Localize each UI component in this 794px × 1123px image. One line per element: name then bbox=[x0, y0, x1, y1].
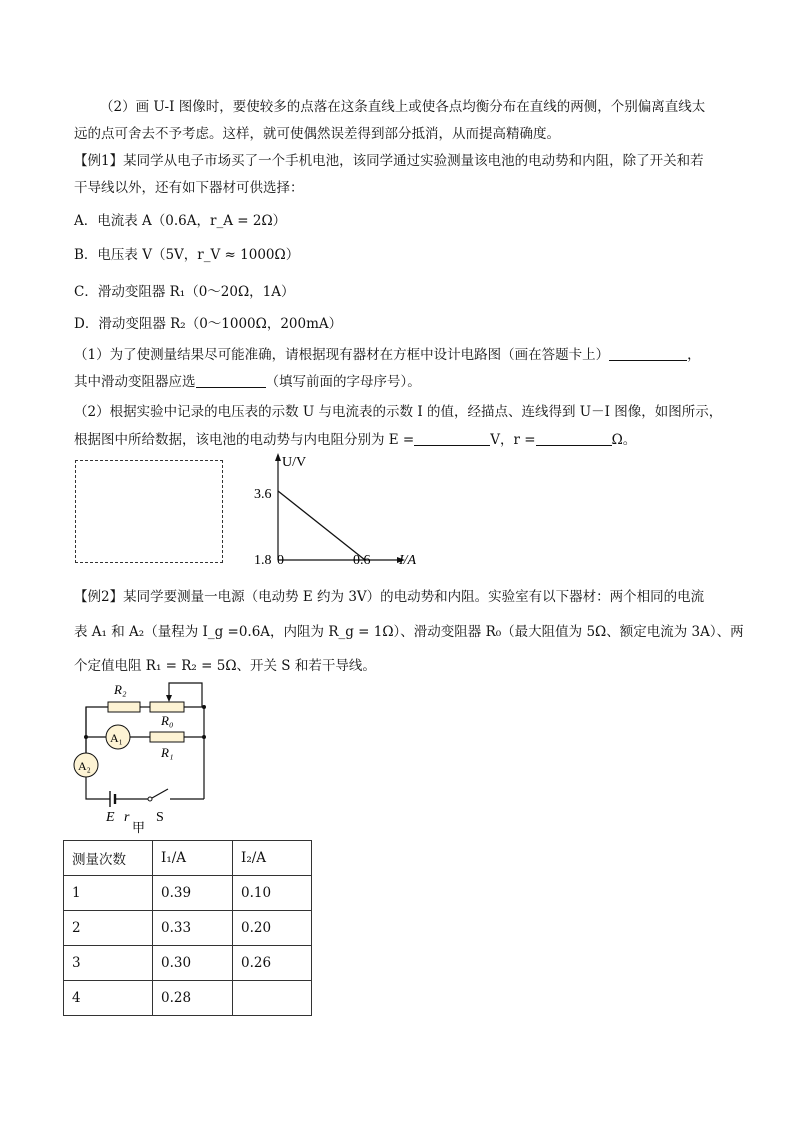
ex2-line3: 个定值电阻 R₁ = R₂ = 5Ω、开关 S 和若干导线。 bbox=[74, 658, 376, 674]
label-e: E bbox=[106, 810, 115, 825]
resistor-r2 bbox=[108, 702, 140, 712]
label-a2: A₂ bbox=[78, 759, 91, 773]
circuit-answer-box bbox=[75, 460, 223, 563]
para2-line1: （2）画 U-I 图像时，要使较多的点落在这条直线上或使各点均衡分布在直线的两侧，个别偏离直线太 bbox=[100, 99, 706, 115]
header-count: 测量次数 bbox=[64, 841, 153, 876]
ex2-line1: 【例2】某同学要测量一电源（电动势 E 约为 3V）的电动势和内阻。实验室有以下器材：两个相同的电流 bbox=[74, 589, 705, 605]
ex1-line2: 干导线以外，还有如下器材可供选择： bbox=[74, 180, 304, 196]
label-r: r bbox=[124, 810, 130, 825]
label-a1: A₁ bbox=[110, 731, 123, 745]
answer-blank-rheostat[interactable] bbox=[196, 373, 266, 388]
table-row bbox=[64, 981, 312, 1016]
x-axis-label: I/A bbox=[399, 553, 417, 568]
option-a: A．电流表 A（0.6A，r_A = 2Ω） bbox=[74, 213, 287, 229]
q1-text-b: ， bbox=[687, 347, 701, 363]
table-cell: 0.10 bbox=[233, 876, 312, 911]
x-origin-tick: 0 bbox=[277, 553, 284, 568]
table-cell: 3 bbox=[64, 946, 153, 981]
ex1-line1: 【例1】某同学从电子市场买了一个手机电池，该同学通过实验测量该电池的电动势和内阻，除了开关和若 bbox=[74, 153, 704, 169]
answer-blank-resistance[interactable] bbox=[536, 431, 612, 446]
switch bbox=[148, 797, 152, 801]
table-cell: 0.28 bbox=[153, 981, 233, 1016]
q1-text-a: （1）为了使测量结果尽可能准确，请根据现有器材在方框中设计电路图（画在答题卡上） bbox=[74, 347, 610, 363]
ui-line bbox=[278, 491, 365, 560]
y-axis-arrow-icon bbox=[275, 453, 281, 461]
table-cell: 4 bbox=[64, 981, 153, 1016]
header-i2: I₂/A bbox=[233, 841, 312, 876]
answer-blank-circuit[interactable] bbox=[609, 346, 687, 361]
answer-blank-emf[interactable] bbox=[414, 431, 490, 446]
slider-arrow-icon bbox=[166, 695, 172, 702]
y-axis-label: U/V bbox=[282, 455, 307, 470]
para2-line2: 远的点可舍去不予考虑。这样，就可使偶然误差得到部分抵消，从而提高精确度。 bbox=[74, 126, 560, 142]
ex2-line2: 表 A₁ 和 A₂（量程为 I_g =0.6A，内阻为 R_g = 1Ω）、滑动变阻器 R₀（最大阻值为 5Ω、额定电流为 3A）、两 bbox=[74, 624, 744, 640]
y-top-tick: 3.6 bbox=[254, 487, 272, 502]
table-cell: 0.26 bbox=[233, 946, 312, 981]
rheostat-r0 bbox=[150, 702, 184, 712]
question-2-line2 bbox=[74, 428, 636, 448]
header-i1: I₁/A bbox=[153, 841, 233, 876]
table-cell: 1 bbox=[64, 876, 153, 911]
table-row bbox=[64, 911, 312, 946]
question-1-line2 bbox=[74, 370, 421, 390]
q2-text-d: Ω。 bbox=[611, 432, 637, 448]
q1-text-d: （填写前面的字母序号）。 bbox=[265, 374, 421, 390]
label-r2: R₂ bbox=[114, 682, 127, 697]
option-d: D．滑动变阻器 R₂（0～1000Ω，200mA） bbox=[74, 316, 343, 332]
question-2-line1: （2）根据实验中记录的电压表的示数 U 与电流表的示数 I 的值，经描点、连线得到 U－I 图像，如图所示， bbox=[74, 404, 723, 420]
label-r1: R₁ bbox=[161, 745, 174, 760]
q2-text-c: V，r = bbox=[490, 432, 536, 448]
measurement-table bbox=[63, 840, 312, 1016]
table-row bbox=[64, 876, 312, 911]
q1-text-c: 其中滑动变阻器应选 bbox=[74, 374, 196, 390]
circuit-diagram bbox=[70, 675, 230, 835]
label-r0: R₀ bbox=[161, 713, 174, 728]
table-cell: 0.33 bbox=[153, 911, 233, 946]
y-bottom-tick: 1.8 bbox=[254, 553, 272, 568]
option-c: C．滑动变阻器 R₁（0～20Ω，1A） bbox=[74, 284, 295, 300]
label-s: S bbox=[156, 810, 164, 825]
question-1-line1 bbox=[74, 343, 701, 363]
table-cell bbox=[233, 981, 312, 1016]
table-header-row bbox=[64, 841, 312, 876]
table-cell: 0.30 bbox=[153, 946, 233, 981]
ui-graph bbox=[250, 450, 430, 570]
table-cell: 0.39 bbox=[153, 876, 233, 911]
table-row bbox=[64, 946, 312, 981]
circuit-caption: 甲 bbox=[132, 820, 146, 835]
q2-text-b: 根据图中所给数据，该电池的电动势与内电阻分别为 E = bbox=[74, 432, 415, 448]
resistor-r1 bbox=[150, 732, 184, 742]
x-tick: 0.6 bbox=[353, 553, 371, 568]
table-cell: 2 bbox=[64, 911, 153, 946]
table-cell: 0.20 bbox=[233, 911, 312, 946]
option-b: B．电压表 V（5V，r_V ≈ 1000Ω） bbox=[74, 247, 300, 263]
